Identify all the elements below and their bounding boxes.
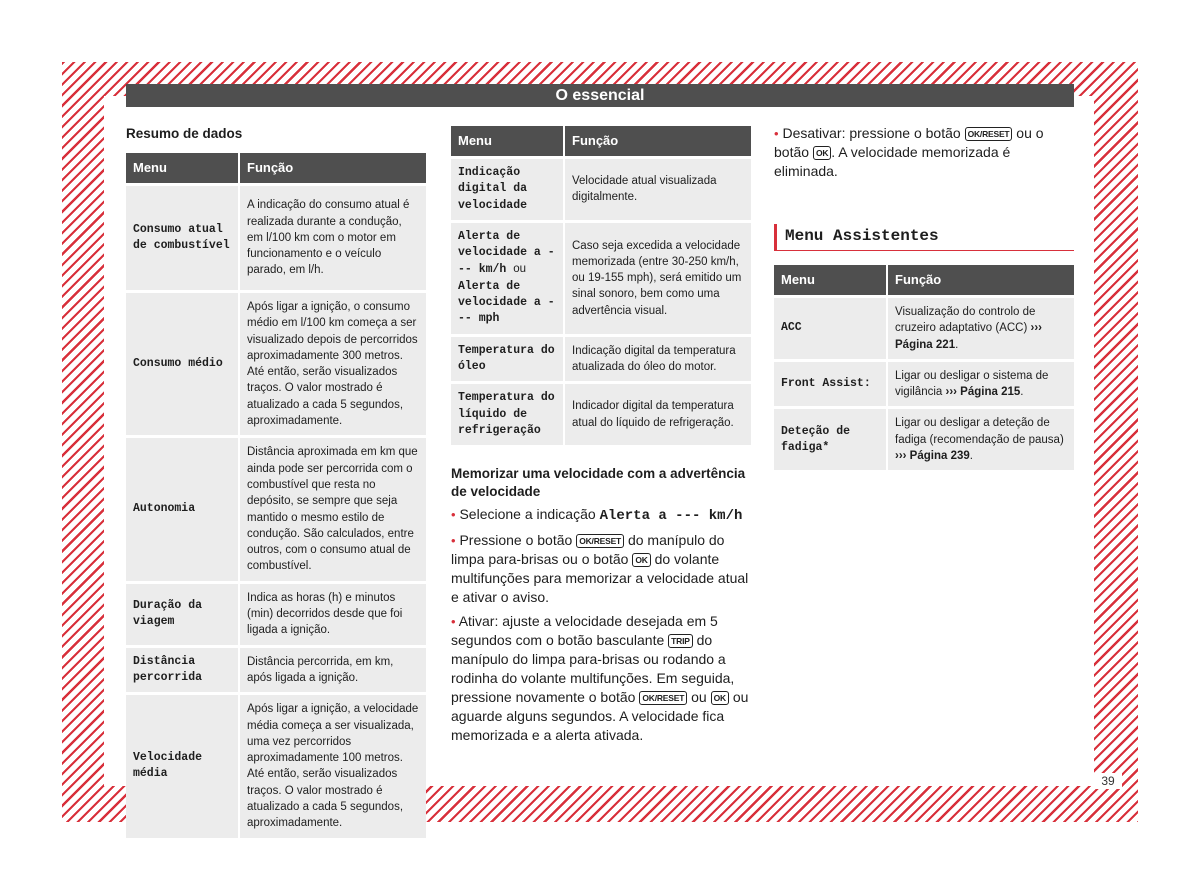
row-menu-cell: ACC	[774, 297, 887, 361]
page-number: 39	[1094, 773, 1122, 789]
page-reference-link[interactable]: ››› Página 239	[895, 450, 970, 463]
table-row	[126, 437, 426, 582]
row-menu-cell: Front Assist:	[774, 360, 887, 408]
bullet-icon: •	[451, 507, 456, 523]
instruction-deactivate: • Desativar: pressione o botão OK/RESET ou o botão OK . A velocidade memorizada é eliminada.	[774, 125, 1044, 179]
subheading-memorizar: Memorizar uma velocidade com a advertência de velocidade	[451, 466, 746, 500]
page-reference-link[interactable]: ››› Página 215	[945, 386, 1021, 399]
table-row	[126, 582, 426, 646]
row-funcao-cell: Ligar ou desligar o sistema de vigilância ››› Página 215.	[887, 360, 1074, 408]
table-row	[126, 292, 426, 437]
ok-reset-button-icon: OK/RESET	[965, 127, 1013, 141]
right-column	[774, 124, 1074, 470]
menu-label-mph: Alerta de velocidade a --- mph	[458, 279, 555, 326]
left-column	[126, 125, 426, 838]
ok-reset-button-icon: OK/RESET	[639, 691, 687, 705]
table-header-row	[774, 265, 1074, 297]
table-row	[451, 221, 751, 335]
row-funcao-cell: A indicação do consumo atual é realizada durante a condução, em l/100 km com o motor em funcionamento e o veículo parado, em l/h.	[239, 185, 426, 292]
row-funcao-cell: Velocidade atual visualizada digitalmente.	[564, 158, 751, 222]
row-funcao-cell: Caso seja excedida a velocidade memorizada (entre 30-250 km/h, ou 19-155 mph), será emitido um sinal sonoro, bem como uma advertência visual.	[564, 221, 751, 335]
table-row	[774, 408, 1074, 470]
row-funcao-cell: Indicador digital da temperatura atual do líquido de refrigeração.	[564, 383, 751, 445]
table-row	[126, 646, 426, 694]
bullet-icon: •	[451, 614, 456, 630]
middle-column	[451, 126, 751, 750]
table-row	[774, 297, 1074, 361]
row-funcao-cell: Distância aproximada em km que ainda pode ser percorrida com o combustível que resta no depósito, se sempre que seja mantido o mesmo estilo de condução. São calculados, entre outros, com o consumo atual de combustível.	[239, 437, 426, 582]
bullet-icon: •	[774, 126, 779, 141]
page-title: O essencial	[126, 84, 1074, 107]
table-row	[451, 335, 751, 383]
row-funcao-cell: Visualização do controlo de cruzeiro adaptativo (ACC) ››› Página 221.	[887, 297, 1074, 361]
resumo-table	[126, 153, 426, 838]
row-menu-cell: Temperatura do líquido de refrigeração	[451, 383, 564, 445]
row-menu-cell: Duração da viagem	[126, 582, 239, 646]
column-header-menu: Menu	[126, 153, 239, 185]
row-menu-cell: Distância percorrida	[126, 646, 239, 694]
table-row	[126, 185, 426, 292]
table-row	[451, 158, 751, 222]
row-menu-cell: Velocidade média	[126, 694, 239, 838]
table-header-row	[126, 153, 426, 185]
column-header-menu: Menu	[451, 126, 564, 158]
menu-label-or: ou	[513, 263, 527, 276]
row-funcao-cell: Indica as horas (h) e minutos (min) decorridos desde que foi ligada a ignição.	[239, 582, 426, 646]
section-heading-resumo: Resumo de dados	[126, 126, 243, 141]
row-funcao-cell: Após ligar a ignição, o consumo médio em l/100 km começa a ser visualizado depois de percorridos aproximadamente 300 metros. Até então, serão visualizados traços. O valor mostrado é atualizado a cada 5 segundos, aproximadamente.	[239, 292, 426, 437]
row-funcao-cell: Ligar ou desligar a deteção de fadiga (recomendação de pausa) ››› Página 239.	[887, 408, 1074, 470]
row-menu-cell	[451, 221, 564, 335]
column-header-funcao: Função	[239, 153, 426, 185]
assistentes-table	[774, 265, 1074, 470]
page-reference-link[interactable]: ››› Página 221	[895, 322, 1042, 351]
display-table	[451, 126, 751, 445]
ok-button-icon: OK	[711, 691, 729, 705]
column-header-funcao: Função	[564, 126, 751, 158]
row-funcao-cell: Indicação digital da temperatura atualizada do óleo do motor.	[564, 335, 751, 383]
table-row	[126, 694, 426, 838]
row-funcao-cell: Distância percorrida, em km, após ligada a ignição.	[239, 646, 426, 694]
instruction-press: • Pressione o botão OK/RESET do manípulo do limpa para-brisas ou o botão OK do volante multifunções para memorizar a velocidade atual e ativar o aviso.	[451, 532, 749, 606]
column-header-funcao: Função	[887, 265, 1074, 297]
display-code: Alerta a --- km/h	[599, 508, 743, 525]
trip-button-icon: TRIP	[668, 634, 693, 648]
row-menu-cell: Autonomia	[126, 437, 239, 582]
instruction-activate: • Ativar: ajuste a velocidade desejada em 5 segundos com o botão basculante TRIP do manípulo do limpa para-brisas ou rodando a rodinha do volante multifunções. Em seguida, pressione novamente o botão OK/RESET ou OK ou aguarde alguns segundos. A velocidade fica memorizada e a alerta ativada.	[451, 613, 749, 744]
menu-label-kmh: Alerta de velocidade a --- km/h	[458, 229, 555, 277]
column-header-menu: Menu	[774, 265, 887, 297]
table-row	[774, 360, 1074, 408]
row-menu-cell: Deteção de fadiga*	[774, 408, 887, 470]
row-menu-cell: Consumo médio	[126, 292, 239, 437]
row-menu-cell: Indicação digital da velocidade	[451, 158, 564, 222]
row-menu-cell: Temperatura do óleo	[451, 335, 564, 383]
ok-reset-button-icon: OK/RESET	[576, 534, 624, 548]
ok-button-icon: OK	[632, 553, 650, 567]
instruction-select: • Selecione a indicação Alerta a --- km/h	[451, 506, 743, 525]
section-heading-assistentes: Menu Assistentes	[774, 224, 1074, 251]
table-header-row	[451, 126, 751, 158]
row-menu-cell: Consumo atual de combustível	[126, 185, 239, 292]
row-funcao-cell: Após ligar a ignição, a velocidade média começa a ser visualizada, uma vez percorridos aproximadamente 100 metros. Até então, serão visualizados traços. O valor mostrado é atualizado a cada 5 segundos, aproximadamente.	[239, 694, 426, 838]
ok-button-icon: OK	[813, 146, 831, 160]
bullet-icon: •	[451, 533, 456, 549]
table-row	[451, 383, 751, 445]
